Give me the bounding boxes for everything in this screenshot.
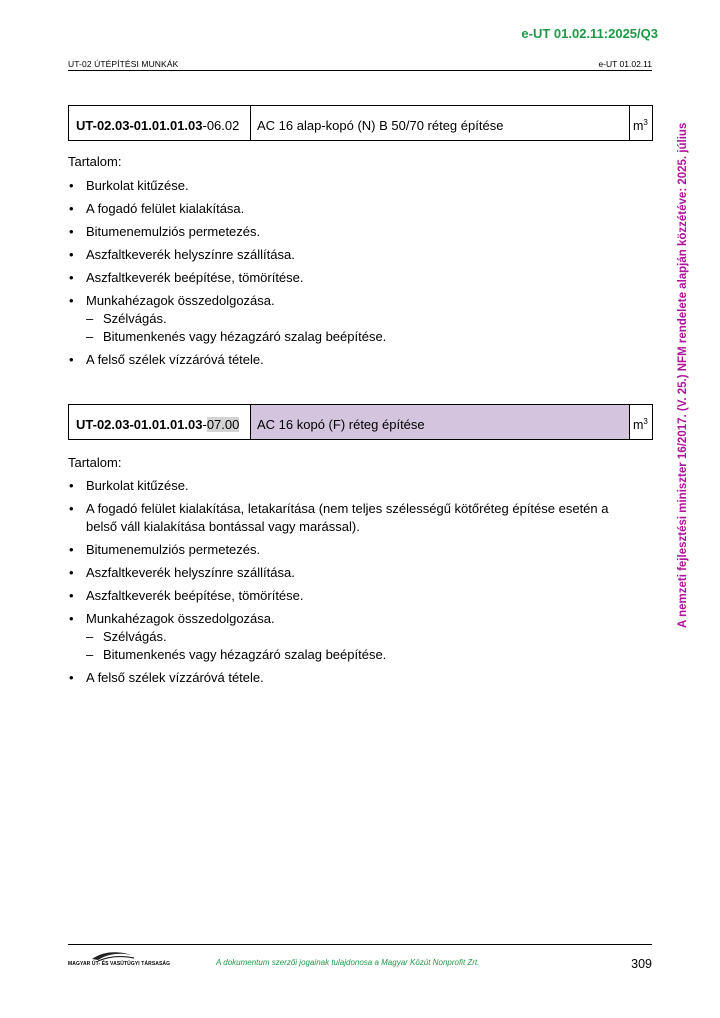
list-item: • A felső szélek vízzáróvá tétele. bbox=[69, 670, 264, 685]
list-item: • Aszfaltkeverék beépítése, tömörítése. bbox=[69, 588, 304, 603]
page-number: 309 bbox=[631, 957, 652, 971]
document-reference: e-UT 01.02.11 bbox=[598, 59, 652, 69]
content-list bbox=[68, 477, 628, 687]
item-code: UT-02.03-01.01.01.03-07.00 bbox=[69, 405, 251, 439]
list-item: • Munkahézagok összedolgozása. – Szélvágás. – Bitumenkenés vagy hézagzáró szalag beépítése. bbox=[68, 610, 628, 664]
sub-list-item: – Bitumenkenés vagy hézagzáró szalag beépítése. bbox=[86, 647, 387, 662]
item-header-table bbox=[68, 404, 653, 440]
sub-list bbox=[86, 310, 628, 346]
list-item: • Aszfaltkeverék beépítése, tömörítése. bbox=[69, 270, 304, 285]
item-description: AC 16 kopó (F) réteg építése bbox=[251, 405, 630, 439]
list-item: • Burkolat kitűzése. bbox=[69, 178, 189, 193]
list-item: • Bitumenemulziós permetezés. bbox=[69, 224, 261, 239]
list-item: • Munkahézagok összedolgozása. – Szélvágás. – Bitumenkenés vagy hézagzáró szalag beépítése. bbox=[68, 292, 628, 346]
list-item: • A fogadó felület kialakítása, letakarítása (nem teljes szélességű kötőréteg építése esetén a belső váll kialakítása bontással vagy marással). bbox=[69, 501, 609, 534]
list-item: • Aszfaltkeverék helyszínre szállítása. bbox=[69, 565, 295, 580]
section-title: UT-02 ÚTÉPÍTÉSI MUNKÁK bbox=[68, 59, 179, 69]
header-divider bbox=[68, 70, 652, 71]
sub-list bbox=[86, 628, 628, 664]
sub-list-item: – Szélvágás. bbox=[86, 629, 167, 644]
organization-logo-icon bbox=[68, 948, 158, 972]
item-unit: $m^3$ bbox=[633, 417, 648, 432]
document-code: e-UT 01.02.11:2025/Q3 bbox=[521, 26, 658, 41]
publication-note: A nemzeti fejlesztési miniszter 16/2017. (V. 25.) NFM rendelete alapján közzétéve: 2025. július bbox=[677, 122, 689, 628]
list-item: • A fogadó felület kialakítása. bbox=[69, 201, 245, 216]
sub-list-item: – Bitumenkenés vagy hézagzáró szalag beépítése. bbox=[86, 329, 387, 344]
content-label: Tartalom: bbox=[68, 154, 122, 169]
list-item: • Bitumenemulziós permetezés. bbox=[69, 542, 261, 557]
item-description: AC 16 alap-kopó (N) B 50/70 réteg építése bbox=[251, 106, 630, 140]
content-label: Tartalom: bbox=[68, 455, 122, 470]
sub-list-item: – Szélvágás. bbox=[86, 311, 167, 326]
item-code: UT-02.03-01.01.01.03-06.02 bbox=[69, 106, 251, 140]
copyright-notice: A dokumentum szerzői jogainak tulajdonosa a Magyar Közút Nonprofit Zrt. bbox=[216, 958, 480, 967]
content-list bbox=[68, 177, 628, 369]
list-item: • Aszfaltkeverék helyszínre szállítása. bbox=[69, 247, 295, 262]
item-unit: $m^3$ bbox=[633, 118, 648, 133]
list-item: • Burkolat kitűzése. bbox=[69, 478, 189, 493]
item-header-table bbox=[68, 105, 653, 141]
list-item: • A felső szélek vízzáróvá tétele. bbox=[69, 352, 264, 367]
organization-name: MAGYAR ÚT- ÉS VASÚTÜGYI TÁRSASÁG bbox=[68, 961, 171, 967]
footer-divider bbox=[68, 944, 652, 945]
